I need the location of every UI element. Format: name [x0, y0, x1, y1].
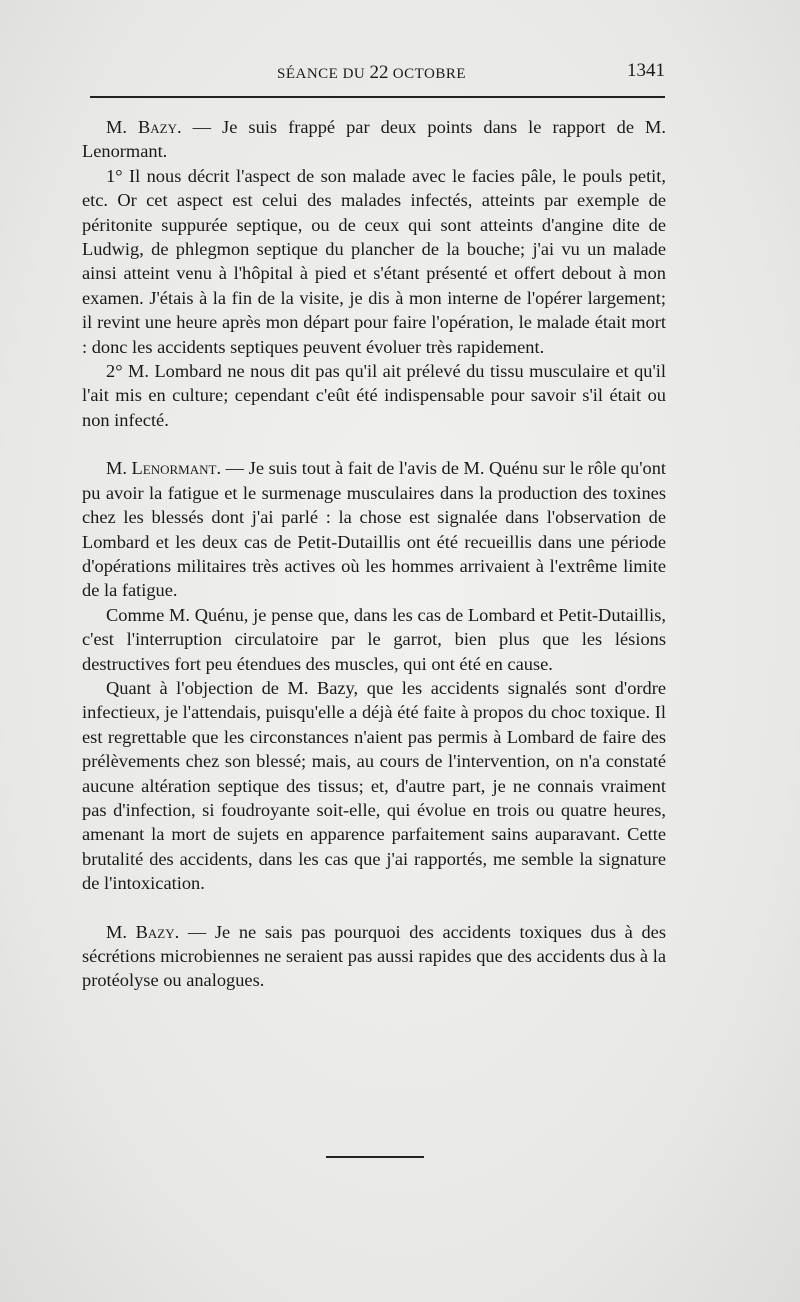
paragraph-bazy-reply: [82, 920, 666, 993]
page-number: 1341: [627, 60, 665, 81]
paragraph-bazy-intro: [82, 115, 666, 164]
section-end-rule: [326, 1156, 424, 1158]
page-header: [90, 58, 665, 84]
header-rule: [90, 96, 665, 98]
speaker-name: M. Bazy.: [106, 921, 180, 942]
paragraph-comme-quenu: Comme M. Quénu, je pense que, dans les cas de Lombard et Petit-Dutaillis, c'est l'interruption circulatoire par le garrot, bien plus que les lésions destructives fort peu étendues des muscles, qui ont été en cause.: [82, 604, 666, 674]
paragraph-text: — Je ne sais pas pourquoi des accidents toxiques dus à des sécrétions microbiennes ne seraient pas aussi rapides que des accidents dus à la protéolyse ou analogues.: [82, 921, 666, 991]
running-head-prefix: SÉANCE DU: [277, 66, 370, 82]
paragraph-text: — Je suis tout à fait de l'avis de M. Quénu sur le rôle qu'ont pu avoir la fatigue et le surmenage musculaires dans la production des toxines chez les blessés dont j'ai parlé : la chose est signalée dans l'observation de Lombard et les deux cas de Petit-Dutaillis ont été recueillis dans une période d'opérations militaires très actives où les hommes arrivaient à l'extrême limite de la fatigue.: [82, 458, 667, 601]
speaker-name: M. Bazy.: [106, 117, 182, 137]
paragraph-point-2: 2° M. Lombard ne nous dit pas qu'il ait prélevé du tissu musculaire et qu'il l'ait mis en culture; cependant c'eût été indispensable pour savoir s'il était ou non infecté.: [82, 361, 666, 430]
paragraph-objection: Quant à l'objection de M. Bazy, que les accidents signalés sont d'ordre infectieux, je l'attendais, puisqu'elle a déjà été faite à propos du choc toxique. Il est regrettable que les circonstances n'aient pas permis à Lombard de faire des prélèvements chez son blessé; mais, au cours de l'intervention, on n'a constaté aucune altération septique des tissus; et, d'autre part, je ne connais vraiment pas d'infection, si foudroyante soit-elle, qui évolue en trois ou quatre heures, amenant la mort de sujets en apparence parfaitement sains auparavant. Cette brutalité des accidents, dans les cas que j'ai rapportés, me semble la signature de l'intoxication.: [82, 677, 666, 894]
running-head: [277, 62, 466, 84]
body-text: [82, 115, 666, 993]
speaker-name: M. Lenormant.: [106, 458, 222, 479]
running-head-date: 22: [369, 62, 389, 83]
paragraph-text: — Je suis frappé par deux points dans le rapport de M. Lenormant.: [82, 117, 666, 162]
paragraph-lenormant: [82, 456, 666, 602]
running-head-suffix: OCTOBRE: [388, 66, 466, 82]
paragraph-point-1: 1° Il nous décrit l'aspect de son malade avec le facies pâle, le pouls petit, etc. Or cet aspect est celui des malades infectés, atteints par exemple de péritonite suppurée septique, ou de ceux qui sont atteints d'angine dite de Ludwig, de phlegmon septique du plancher de la bouche; j'ai vu un malade ainsi atteint venu à l'hôpital à pied et s'étant présenté et offert debout à mon examen. J'étais à la fin de la visite, je dis à mon interne de l'opérer largement; il revint une heure après mon départ pour faire l'opération, le malade était mort : donc les accidents septiques peuvent évoluer très rapidement.: [82, 165, 666, 357]
